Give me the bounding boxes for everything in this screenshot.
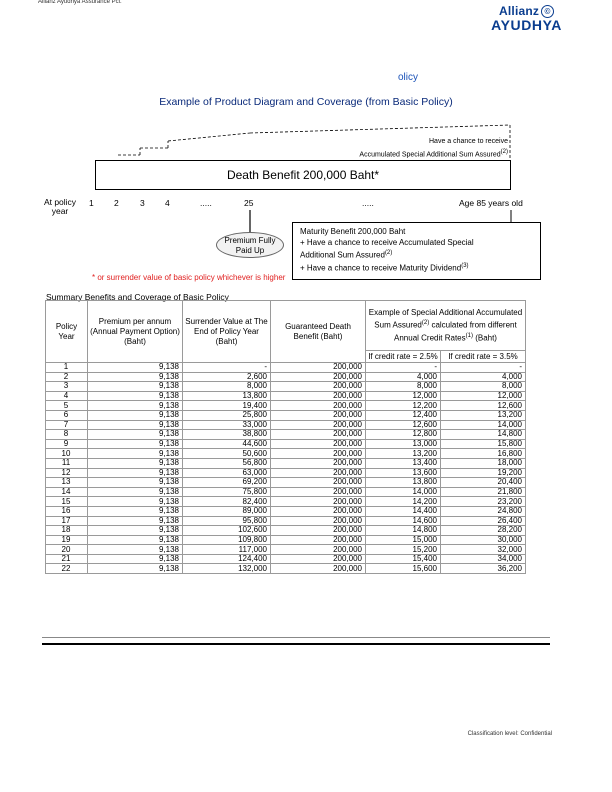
table-cell: 22 (46, 564, 88, 574)
table-row (46, 554, 526, 564)
table-cell: 24,800 (441, 506, 526, 516)
table-cell: 9,138 (88, 487, 183, 497)
table-cell: 9,138 (88, 391, 183, 401)
table-cell: 1 (46, 363, 88, 373)
table-cell: 200,000 (271, 487, 366, 497)
table-cell: 36,200 (441, 564, 526, 574)
table-cell: 200,000 (271, 420, 366, 430)
table-cell: 200,000 (271, 372, 366, 382)
table-cell: 26,400 (441, 516, 526, 526)
table-cell: 14,800 (441, 430, 526, 440)
col-surrender: Surrender Value at The End of Policy Year (Baht) (183, 301, 271, 363)
maturity-line4: + Have a chance to receive Maturity Dividend (300, 263, 462, 273)
col-example-a: Example of Special Additional Accumulated Sum Assured (368, 307, 523, 330)
table-cell: 19,400 (183, 401, 271, 411)
table-cell: 20 (46, 545, 88, 555)
table-row (46, 372, 526, 382)
table-cell: 14,000 (366, 487, 441, 497)
table-cell: 200,000 (271, 535, 366, 545)
table-cell: 14,400 (366, 506, 441, 516)
axis-tick: ..... (200, 198, 212, 208)
table-cell: 200,000 (271, 468, 366, 478)
axis-tick: 25 (244, 198, 254, 208)
table-cell: 13,000 (366, 439, 441, 449)
table-cell: 21,800 (441, 487, 526, 497)
surrender-note: * or surrender value of basic policy whichever is higher (92, 273, 286, 282)
table-row (46, 430, 526, 440)
table-cell: 23,200 (441, 497, 526, 507)
table-cell: 20,400 (441, 478, 526, 488)
table-cell: 200,000 (271, 391, 366, 401)
table-cell: 9,138 (88, 535, 183, 545)
chance-line2: Accumulated Special Additional Sum Assured (359, 151, 501, 159)
table-cell: 9 (46, 439, 88, 449)
table-cell: 16 (46, 506, 88, 516)
table-cell: 75,800 (183, 487, 271, 497)
table-cell: 15,600 (366, 564, 441, 574)
death-benefit-box: Death Benefit 200,000 Baht* (95, 160, 511, 190)
table-cell: 19 (46, 535, 88, 545)
classification-label: Classification level: Confidential (467, 731, 552, 737)
table-cell: 8,000 (183, 382, 271, 392)
table-cell: 95,800 (183, 516, 271, 526)
footer-separator (42, 637, 550, 638)
table-row (46, 506, 526, 516)
table-cell: 14 (46, 487, 88, 497)
table-cell: 3 (46, 382, 88, 392)
table-cell: 200,000 (271, 382, 366, 392)
table-cell: 200,000 (271, 478, 366, 488)
table-cell: 109,800 (183, 535, 271, 545)
table-cell: 12,600 (441, 401, 526, 411)
table-row (46, 545, 526, 555)
table-cell: 56,800 (183, 458, 271, 468)
table-cell: 9,138 (88, 449, 183, 459)
table-cell: 200,000 (271, 516, 366, 526)
table-cell: 12,000 (366, 391, 441, 401)
table-cell: 30,000 (441, 535, 526, 545)
table-cell: 8 (46, 430, 88, 440)
table-cell: 18 (46, 526, 88, 536)
table-cell: 8,000 (366, 382, 441, 392)
table-row (46, 487, 526, 497)
table-cell: 10 (46, 449, 88, 459)
table-cell: 200,000 (271, 526, 366, 536)
table-cell: 9,138 (88, 564, 183, 574)
table-cell: 4,000 (366, 372, 441, 382)
table-cell: 9,138 (88, 420, 183, 430)
company-name: Allianz Ayudhya Assurance Pcl. (38, 0, 122, 5)
col-example-b: calculated from different Annual Credit Rates (394, 320, 517, 343)
table-cell: 25,800 (183, 410, 271, 420)
table-row (46, 439, 526, 449)
table-cell: 14,200 (366, 497, 441, 507)
table-cell: 4,000 (441, 372, 526, 382)
table-cell: 102,600 (183, 526, 271, 536)
table-cell: 200,000 (271, 401, 366, 411)
maturity-sup3: (2) (384, 250, 393, 256)
table-cell: 15,800 (441, 439, 526, 449)
table-cell: 12 (46, 468, 88, 478)
table-cell: 14,800 (366, 526, 441, 536)
benefits-table (45, 300, 526, 574)
table-cell: 69,200 (183, 478, 271, 488)
table-cell: - (441, 363, 526, 373)
table-cell: 5 (46, 401, 88, 411)
table-row (46, 478, 526, 488)
table-cell: 63,000 (183, 468, 271, 478)
table-cell: 12,200 (366, 401, 441, 411)
table-row (46, 382, 526, 392)
table-cell: 19,200 (441, 468, 526, 478)
table-cell: 50,600 (183, 449, 271, 459)
table-cell: 11 (46, 458, 88, 468)
table-cell: 6 (46, 410, 88, 420)
table-cell: 9,138 (88, 545, 183, 555)
chance-sup: (2) (500, 149, 508, 155)
table-cell: 82,400 (183, 497, 271, 507)
table-cell: 15,400 (366, 554, 441, 564)
table-cell: - (366, 363, 441, 373)
title-fragment: olicy (398, 72, 419, 83)
axis-tick: 2 (114, 198, 119, 208)
col-policy-year: Policy Year (46, 301, 88, 363)
table-cell: 200,000 (271, 554, 366, 564)
table-cell: 2,600 (183, 372, 271, 382)
axis-tick: 3 (140, 198, 145, 208)
table-cell: 9,138 (88, 554, 183, 564)
table-row (46, 401, 526, 411)
table-cell: 89,000 (183, 506, 271, 516)
table-cell: 200,000 (271, 439, 366, 449)
table-row (46, 391, 526, 401)
table-cell: 13,200 (441, 410, 526, 420)
table-cell: 9,138 (88, 372, 183, 382)
table-row (46, 363, 526, 373)
table-cell: 17 (46, 516, 88, 526)
table-cell: 15,000 (366, 535, 441, 545)
table-row (46, 516, 526, 526)
footer-separator-bold (42, 643, 550, 645)
table-cell: 200,000 (271, 545, 366, 555)
maturity-line2: + Have a chance to receive Accumulated Special (300, 238, 474, 247)
table-cell: 18,000 (441, 458, 526, 468)
table-cell: 9,138 (88, 478, 183, 488)
table-cell: 200,000 (271, 458, 366, 468)
table-cell: 9,138 (88, 458, 183, 468)
table-cell: 200,000 (271, 363, 366, 373)
chance-note (300, 136, 508, 160)
table-row (46, 535, 526, 545)
table-cell: 13,800 (183, 391, 271, 401)
table-cell: 200,000 (271, 497, 366, 507)
table-cell: 9,138 (88, 430, 183, 440)
logo-line1: Allianz (499, 4, 540, 18)
table-cell: 12,000 (441, 391, 526, 401)
logo-line2: AYUDHYA (491, 17, 562, 34)
table-cell: 8,000 (441, 382, 526, 392)
table-cell: 9,138 (88, 382, 183, 392)
table-cell: 33,000 (183, 420, 271, 430)
table-cell: 34,000 (441, 554, 526, 564)
maturity-sup4: (3) (461, 262, 469, 269)
table-cell: 9,138 (88, 516, 183, 526)
table-cell: 200,000 (271, 430, 366, 440)
col-example (366, 301, 526, 351)
col-example-sup1: (2) (421, 319, 430, 326)
table-cell: 9,138 (88, 497, 183, 507)
maturity-line3: Additional Sum Assured (300, 250, 385, 260)
table-cell: 12,600 (366, 420, 441, 430)
table-row (46, 497, 526, 507)
table-row (46, 458, 526, 468)
axis-label: At policy year (43, 197, 77, 216)
table-cell: - (183, 363, 271, 373)
table-cell: 15,200 (366, 545, 441, 555)
table-cell: 200,000 (271, 564, 366, 574)
table-cell: 9,138 (88, 439, 183, 449)
table-cell: 14,000 (441, 420, 526, 430)
table-cell: 38,800 (183, 430, 271, 440)
table-row (46, 468, 526, 478)
axis-tick: 4 (165, 198, 170, 208)
table-cell: 14,600 (366, 516, 441, 526)
table-row (46, 526, 526, 536)
table-cell: 12,400 (366, 410, 441, 420)
table-cell: 44,600 (183, 439, 271, 449)
table-row (46, 410, 526, 420)
table-cell: 9,138 (88, 506, 183, 516)
table-cell: 15 (46, 497, 88, 507)
table-cell: 13 (46, 478, 88, 488)
table-row (46, 564, 526, 574)
table-cell: 4 (46, 391, 88, 401)
table-cell: 9,138 (88, 363, 183, 373)
col-death-benefit: Guaranteed Death Benefit (Baht) (271, 301, 366, 363)
eagle-icon: © (541, 5, 554, 18)
table-cell: 9,138 (88, 401, 183, 411)
summary-title: Summary Benefits and Coverage of Basic Policy (46, 292, 229, 302)
table-cell: 13,400 (366, 458, 441, 468)
maturity-benefit-box (292, 222, 541, 280)
axis-tick: 1 (89, 198, 94, 208)
table-cell: 200,000 (271, 410, 366, 420)
table-cell: 28,200 (441, 526, 526, 536)
table-cell: 9,138 (88, 526, 183, 536)
table-cell: 21 (46, 554, 88, 564)
table-cell: 132,000 (183, 564, 271, 574)
table-cell: 124,400 (183, 554, 271, 564)
maturity-line1: Maturity Benefit 200,000 Baht (300, 227, 406, 236)
col-rate2: If credit rate = 3.5% (441, 351, 526, 363)
col-example-sup2: (1) (465, 332, 473, 339)
table-cell: 200,000 (271, 449, 366, 459)
table-row (46, 420, 526, 430)
table-cell: 117,000 (183, 545, 271, 555)
table-cell: 16,800 (441, 449, 526, 459)
diagram-title: Example of Product Diagram and Coverage (from Basic Policy) (159, 96, 453, 108)
table-cell: 13,200 (366, 449, 441, 459)
table-cell: 2 (46, 372, 88, 382)
table-cell: 9,138 (88, 410, 183, 420)
axis-tick: ..... (362, 198, 374, 208)
table-cell: 200,000 (271, 506, 366, 516)
axis-tick: Age 85 years old (459, 198, 523, 208)
table-cell: 12,800 (366, 430, 441, 440)
table-cell: 7 (46, 420, 88, 430)
table-cell: 13,600 (366, 468, 441, 478)
table-cell: 13,800 (366, 478, 441, 488)
table-row (46, 449, 526, 459)
col-example-c: (Baht) (475, 333, 497, 343)
col-premium: Premium per annum (Annual Payment Option) (Baht) (88, 301, 183, 363)
col-rate1: If credit rate = 2.5% (366, 351, 441, 363)
table-cell: 9,138 (88, 468, 183, 478)
table-cell: 32,000 (441, 545, 526, 555)
premium-paid-up-ellipse: Premium Fully Paid Up (216, 232, 284, 258)
chance-line1: Have a chance to receive (429, 138, 508, 145)
